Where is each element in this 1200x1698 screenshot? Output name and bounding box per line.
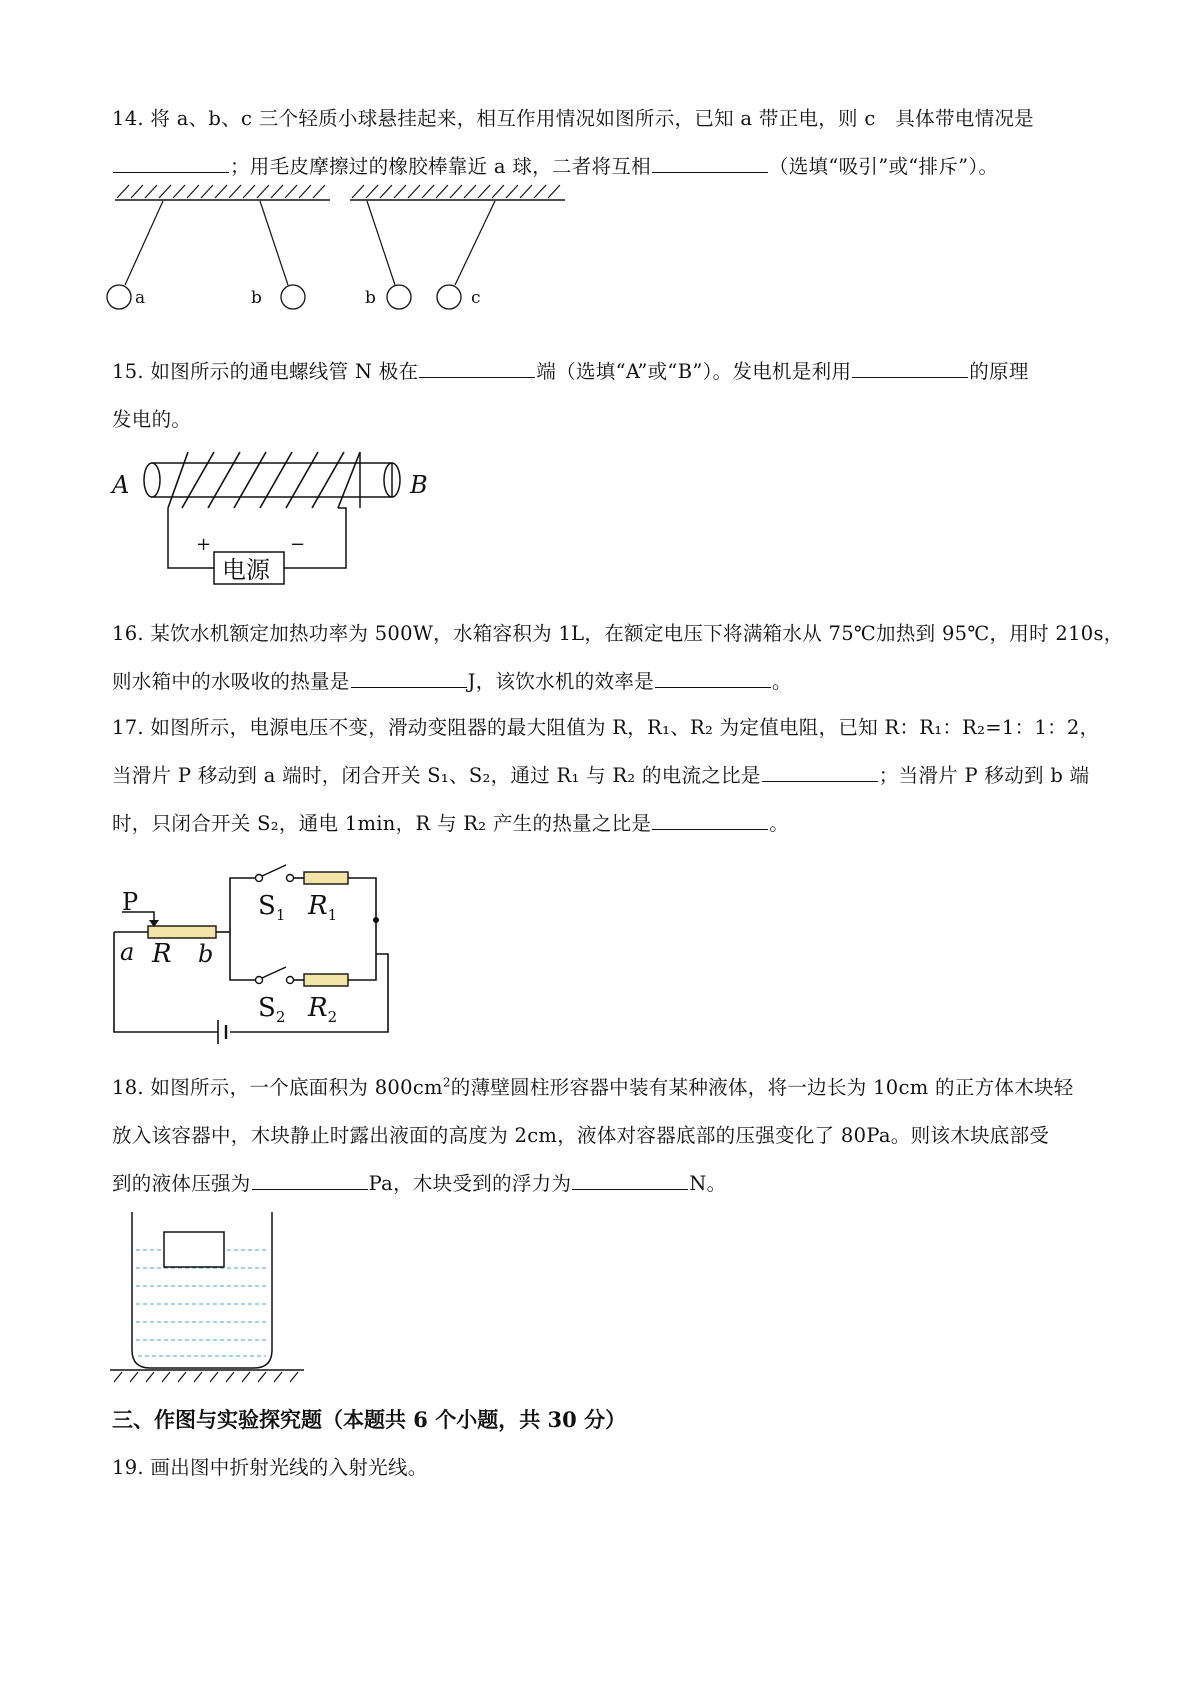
end-label-b: B bbox=[410, 471, 428, 499]
q16-line2: 则水箱中的水吸收的热量是 J，该饮水机的效率是 。 bbox=[112, 670, 792, 693]
section-heading: 三、作图与实验探究题（本题共 6 个小题，共 30 分） bbox=[112, 1407, 627, 1432]
end-label-a: A bbox=[112, 471, 130, 499]
answer-blank[interactable] bbox=[252, 1188, 368, 1190]
q18-line2: 放入该容器中，木块静止时露出液面的高度为 2cm，液体对容器底部的压强变化了 80Pa。则该木块底部受 bbox=[112, 1124, 1050, 1147]
label-a-end: a bbox=[120, 938, 135, 966]
answer-blank[interactable] bbox=[652, 828, 768, 830]
q17-figure-circuit bbox=[108, 862, 398, 1062]
answer-blank[interactable] bbox=[655, 686, 771, 688]
ball-b-2 bbox=[387, 285, 411, 309]
label-b-2: b bbox=[365, 288, 376, 308]
q16-line1: 16. 某饮水机额定加热功率为 500W，水箱容积为 1L，在额定电压下将满箱水从 75℃加热到 95℃，用时 210s， bbox=[112, 622, 1124, 645]
resistor-r2 bbox=[304, 974, 348, 986]
coil bbox=[168, 452, 360, 508]
answer-blank[interactable] bbox=[652, 171, 768, 173]
q17-line1: 17. 如图所示，电源电压不变，滑动变阻器的最大阻值为 R，R₁、R₂ 为定值电阻，已知 R：R₁：R₂=1：1：2， bbox=[112, 716, 1100, 739]
label-s1: $S_1$ bbox=[258, 891, 286, 924]
answer-blank[interactable] bbox=[113, 171, 229, 173]
q15-figure-solenoid bbox=[110, 448, 440, 588]
q15-line1: 15. 如图所示的通电螺线管 N 极在 端（选填“A”或“B”）。发电机是利用 的原理 bbox=[112, 360, 1029, 383]
label-s2: $S_2$ bbox=[258, 993, 286, 1026]
junction-node bbox=[373, 917, 379, 923]
q14-line1: 14. 将 a、b、c 三个轻质小球悬挂起来，相互作用情况如图所示，已知 a 带正电，则 c 具体带电情况是 bbox=[112, 107, 1034, 130]
q18-line1: 18. 如图所示，一个底面积为 $800cm^2$的薄壁圆柱形容器中装有某种液体，将一边长为 10cm 的正方体木块轻 bbox=[112, 1075, 1074, 1099]
label-b: b bbox=[251, 288, 262, 308]
label-c: c bbox=[471, 288, 481, 308]
q18-line3: 到的液体压强为 Pa，木块受到的浮力为 N。 bbox=[112, 1172, 727, 1195]
switch-s2[interactable] bbox=[262, 967, 286, 978]
wooden-block bbox=[164, 1232, 224, 1267]
q19-text: 19. 画出图中折射光线的入射光线。 bbox=[112, 1456, 428, 1479]
switch-s1[interactable] bbox=[262, 865, 286, 876]
plus-sign: + bbox=[196, 534, 212, 555]
label-a: a bbox=[135, 288, 146, 308]
answer-blank[interactable] bbox=[852, 376, 968, 378]
ball-a bbox=[107, 285, 131, 309]
resistor-r1 bbox=[304, 872, 348, 884]
label-p: P bbox=[122, 888, 139, 916]
q15-line2: 发电的。 bbox=[112, 408, 192, 431]
ball-c bbox=[437, 285, 461, 309]
q17-line3: 时，只闭合开关 S₂，通电 1min，R 与 R₂ 产生的热量之比是 。 bbox=[112, 812, 790, 835]
label-b-end: b bbox=[198, 940, 214, 968]
answer-blank[interactable] bbox=[572, 1188, 688, 1190]
minus-sign: − bbox=[290, 534, 306, 555]
answer-blank[interactable] bbox=[762, 780, 878, 782]
ball-b bbox=[281, 285, 305, 309]
label-r1: $R_1$ bbox=[308, 891, 338, 924]
answer-blank[interactable] bbox=[351, 686, 467, 688]
label-r2: $R_2$ bbox=[308, 993, 338, 1026]
q14-line2: ；用毛皮摩擦过的橡胶棒靠近 a 球，二者将互相 （选填“吸引”或“排斥”）。 bbox=[112, 151, 998, 179]
q14-figure-pendulums bbox=[105, 185, 575, 320]
answer-blank[interactable] bbox=[419, 376, 535, 378]
power-source-label: 电源 bbox=[222, 556, 270, 584]
label-r: R bbox=[152, 939, 172, 969]
q17-line2: 当滑片 P 移动到 a 端时，闭合开关 S₁、S₂，通过 R₁ 与 R₂ 的电流之比是 ；当滑片 P 移动到 b 端 bbox=[112, 764, 1090, 787]
q18-figure-container bbox=[108, 1210, 308, 1380]
rheostat-r bbox=[148, 926, 216, 938]
